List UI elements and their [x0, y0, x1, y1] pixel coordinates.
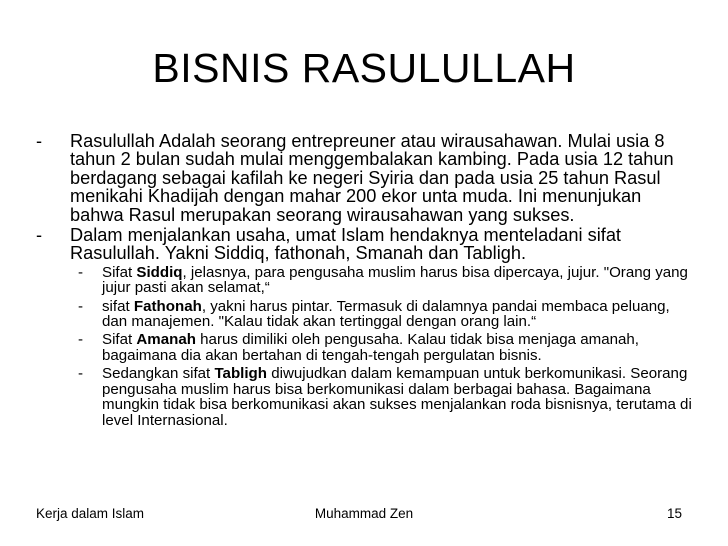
sub-bullet-prefix: Sifat: [102, 263, 137, 281]
sub-bullet-keyword: Amanah: [136, 331, 196, 349]
bullet-item: [36, 226, 696, 263]
sub-bullet-keyword: Fathonah: [133, 297, 202, 315]
bullet-text: Dalam menjalankan usaha, umat Islam hendaknya menteladani sifat Rasulullah. Yakni Siddiq, fathonah, Smanah dan Tabligh.: [70, 225, 621, 264]
sub-bullet-text: harus dimiliki oleh pengusaha. Kalau tidak bisa menjaga amanah, bagaimana dia akan bertahan di tengah-tengah pergulatan bisnis.: [102, 331, 639, 364]
bullet-marker: -: [36, 131, 43, 151]
sub-bullet-prefix: sifat: [102, 297, 134, 315]
sub-bullet-keyword: Siddiq: [136, 263, 183, 281]
sub-bullet-marker: -: [78, 263, 84, 281]
bullet-text: Rasulullah Adalah seorang entrepreuner atau wirausahawan. Mulai usia 8 tahun 2 bulan sudah mulai menggembalakan kambing. Pada usia 12 tahun berdagang sebagai kafilah ke negeri Syiria dan pada usia 25 tahun Rasul menikahi Khadijah dengan mahar 200 ekor unta muda. Ini menunjukan bahwa Rasul merupakan seorang wirausahawan yang sukses.: [70, 131, 674, 225]
sub-bullet-text: diwujudkan dalam kemampuan untuk berkomunikasi. Seorang pengusaha muslim harus bisa berkomunikasi dalam berbagai bahasa. Bagaimana mungkin tidak bisa berkomunikasi akan sukses menjalankan roda bisnisnya, terutama di level Internasional.: [102, 365, 692, 429]
slide-title: BISNIS RASULULLAH: [152, 45, 576, 91]
sub-bullet-prefix: Sedangkan sifat: [102, 365, 215, 383]
sub-bullet-item: [36, 332, 696, 363]
sub-bullet-item: [36, 366, 696, 428]
bullet-list: [36, 132, 696, 431]
sub-bullet-text: , yakni harus pintar. Termasuk di dalamnya pandai membaca peluang, dan manajemen. "Kalau tidak akan tertinggal dengan orang lain.“: [102, 297, 670, 331]
sub-bullet-prefix: Sifat: [102, 331, 137, 349]
sub-bullet-list: [36, 265, 696, 428]
sub-bullet-item: [36, 299, 696, 330]
sub-bullet-keyword: Tabligh: [214, 365, 267, 383]
page-number: 15: [666, 506, 682, 521]
bullet-marker: -: [36, 225, 43, 246]
sub-bullet-marker: -: [78, 297, 84, 315]
footer-left-text: Kerja dalam Islam: [36, 506, 145, 521]
bullet-item: [36, 132, 696, 224]
sub-bullet-marker: -: [78, 331, 84, 349]
sub-bullet-text: , jelasnya, para pengusaha muslim harus bisa dipercaya, jujur. "Orang yang jujur pasti akan selamat,“: [102, 263, 688, 297]
sub-bullet-item: [36, 265, 696, 296]
sub-bullet-marker: -: [78, 365, 84, 383]
footer-author: Muhammad Zen: [314, 506, 414, 521]
